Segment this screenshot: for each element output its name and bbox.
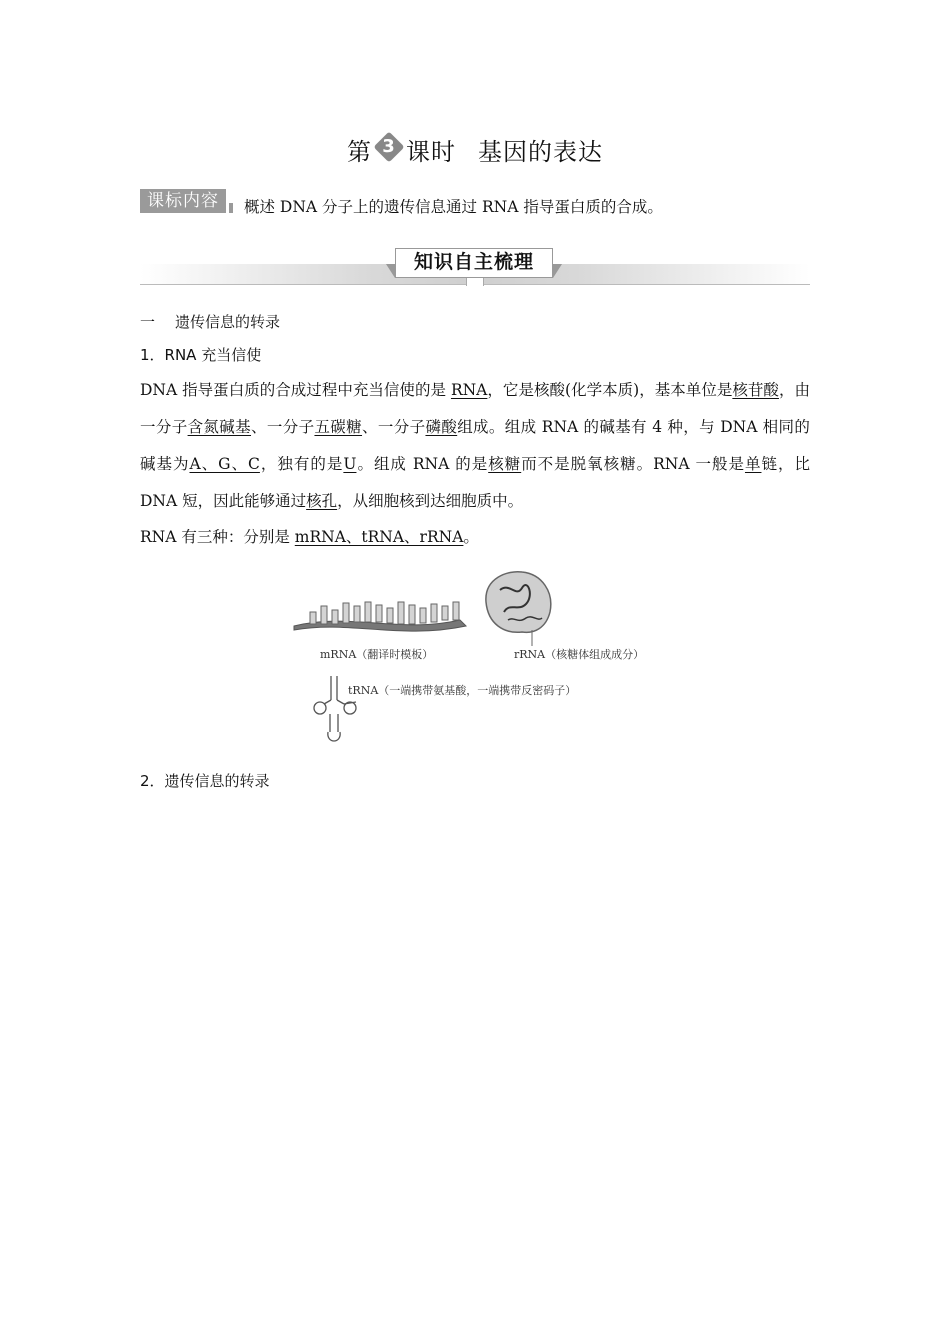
text-segment: 。 (463, 528, 479, 546)
title-topic: 基因的表达 (478, 138, 603, 166)
banner-left-corner (386, 264, 395, 278)
answer-blank: 磷酸 (425, 418, 458, 436)
section-banner-title: 知识自主梳理 (395, 248, 553, 278)
title-prefix: 第 (347, 138, 372, 166)
lesson-number-badge (374, 132, 404, 162)
title-suffix: 课时 (406, 138, 456, 166)
answer-blank: U (343, 455, 357, 473)
rna-types-figure (290, 568, 670, 746)
text-segment: 而不是脱氧核糖。RNA 一般是 (521, 455, 745, 473)
item2-heading: 2．遗传信息的转录 (140, 772, 270, 790)
lesson-number: 3 (382, 136, 396, 157)
item1-heading: 1．RNA 充当信使 (140, 346, 262, 364)
banner-notch (466, 278, 484, 286)
rna-types-paragraph (140, 519, 810, 556)
text-segment: ，独有的是 (259, 455, 344, 473)
text-segment: RNA 有三种：分别是 (140, 528, 295, 546)
badge-divider (229, 203, 233, 213)
answer-blank: 核苷酸 (732, 381, 779, 399)
answer-blank: mRNA、tRNA、rRNA (294, 528, 464, 546)
course-standard-badge: 课标内容 (140, 189, 226, 213)
answer-blank: 含氮碱基 (187, 418, 252, 436)
mrna-label: mRNA（翻译时模板） (320, 648, 434, 661)
text-segment: ，它是核酸(化学本质)，基本单位是 (487, 381, 733, 399)
answer-blank: RNA (450, 381, 488, 399)
part-heading (140, 311, 280, 333)
mrna-strand-illustration (294, 602, 466, 631)
text-segment: DNA 指导蛋白质的合成过程中充当信使的是 (140, 381, 451, 399)
trna-label: tRNA（一端携带氨基酸，一端携带反密码子） (348, 684, 577, 697)
rrna-label: rRNA（核糖体组成成分） (514, 648, 645, 661)
text-segment: 链，比 DNA 短，因此能够通过 (140, 455, 810, 510)
text-segment: 组成。组成 RNA 的碱基有 4 种，与 DNA 相同的碱基为 (140, 418, 810, 473)
page-title (0, 134, 950, 170)
answer-blank: 单 (744, 455, 762, 473)
text-segment: 、一分子 (251, 418, 315, 436)
text-segment: ，从细胞核到达细胞质中。 (337, 492, 524, 510)
answer-blank: 五碳糖 (314, 418, 363, 436)
text-segment: ，由一分子 (140, 381, 810, 436)
text-segment: 、一分子 (362, 418, 426, 436)
text-segment: 。组成 RNA 的是 (356, 455, 489, 473)
answer-blank: A、G、C (189, 455, 260, 473)
part-title: 遗传信息的转录 (175, 313, 281, 331)
rna-messenger-paragraph (140, 372, 810, 520)
answer-blank: 核糖 (488, 455, 522, 473)
part-index: 一 (140, 313, 156, 331)
ribosome-illustration (486, 572, 551, 646)
answer-blank: 核孔 (306, 492, 338, 510)
course-standard-text: 概述 DNA 分子上的遗传信息通过 RNA 指导蛋白质的合成。 (244, 198, 663, 216)
banner-right-corner (553, 264, 562, 278)
